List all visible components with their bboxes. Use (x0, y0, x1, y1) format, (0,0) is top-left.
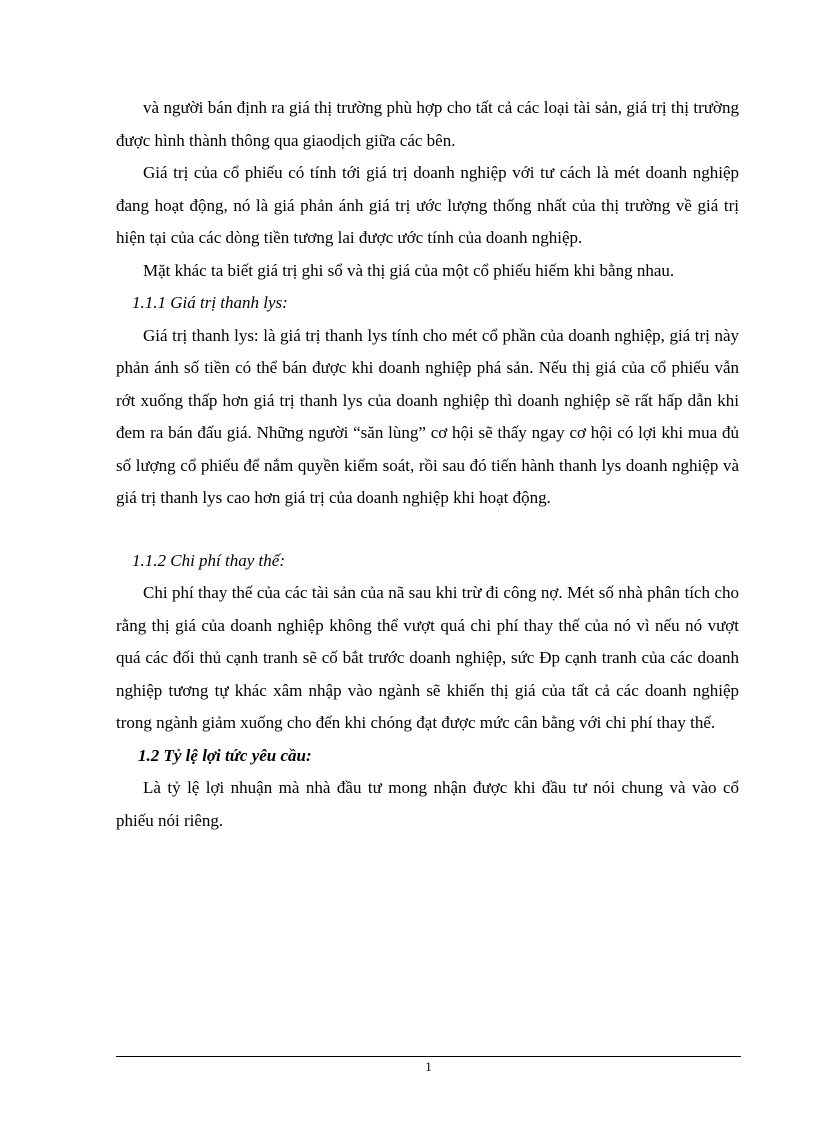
paragraph-stock-value: Giá trị của cổ phiếu có tính tới giá trị doanh nghiệp với tư cách là mét doanh nghiệp đang hoạt động, nó là giá phản ánh giá trị ước lượng thống nhất của thị trường về giá trị hiện tại của các dòng tiền tương lai được ước tính của doanh nghiệp. (116, 163, 739, 247)
heading-required-return: 1.2 Tỷ lệ lợi tức yêu cầu: (138, 745, 312, 765)
paragraph-book-vs-market: Mặt khác ta biết giá trị ghi sổ và thị giá của một cổ phiếu hiếm khi bằng nhau. (143, 260, 675, 280)
paragraph-liquidation-value: Giá trị thanh lys: là giá trị thanh lys tính cho mét cổ phần của doanh nghiệp, giá trị này phản ánh số tiền có thể bán được khi doanh nghiệp phá sản. Nếu thị giá của cổ phiếu vẫn rớt xuống thấp hơn giá trị thanh lys của doanh nghiệp thì doanh nghiệp sẽ rất hấp dẫn khi đem ra bán đấu giá. Những người “săn lùng” cơ hội sẽ thấy ngay cơ hội có lợi khi mua đủ số lượng cổ phiếu để nắm quyền kiểm soát, rồi sau đó tiến hành thanh lys doanh nghiệp và giá trị thanh lys cao hơn giá trị của doanh nghiệp khi hoạt động. (116, 325, 739, 507)
paragraph-replacement-cost: Chi phí thay thế của các tài sản của nã sau khi trừ đi công nợ. Mét số nhà phân tích cho rằng thị giá của doanh nghiệp không thể vượt quá chi phí thay thế của nó vì nếu nó vượt quá các đối thủ cạnh tranh sẽ cố bắt trước doanh nghiệp, sức Ðp cạnh tranh của các doanh nghiệp tương tự khác xâm nhập vào ngành sẽ khiến thị giá của tất cả các doanh nghiệp trong ngành giảm xuống cho đến khi chóng đạt được mức cân bằng với chi phí thay thế. (116, 583, 739, 732)
page-body (116, 92, 739, 837)
heading-liquidation-value: 1.1.1 Giá trị thanh lys: (132, 293, 288, 312)
paragraph-required-return: Là tỷ lệ lợi nhuận mà nhà đầu tư mong nhận được khi đầu tư nói chung và vào cổ phiếu nói riêng. (116, 778, 739, 830)
page-number: 1 (425, 1059, 432, 1074)
section-gap (116, 515, 739, 545)
footer-divider (116, 1056, 741, 1057)
paragraph-market-value: và người bán định ra giá thị trường phù hợp cho tất cả các loại tài sản, giá trị thị trường được hình thành thông qua giaodịch giữa các bên. (116, 98, 739, 150)
heading-replacement-cost: 1.1.2 Chi phí thay thế: (132, 550, 285, 570)
